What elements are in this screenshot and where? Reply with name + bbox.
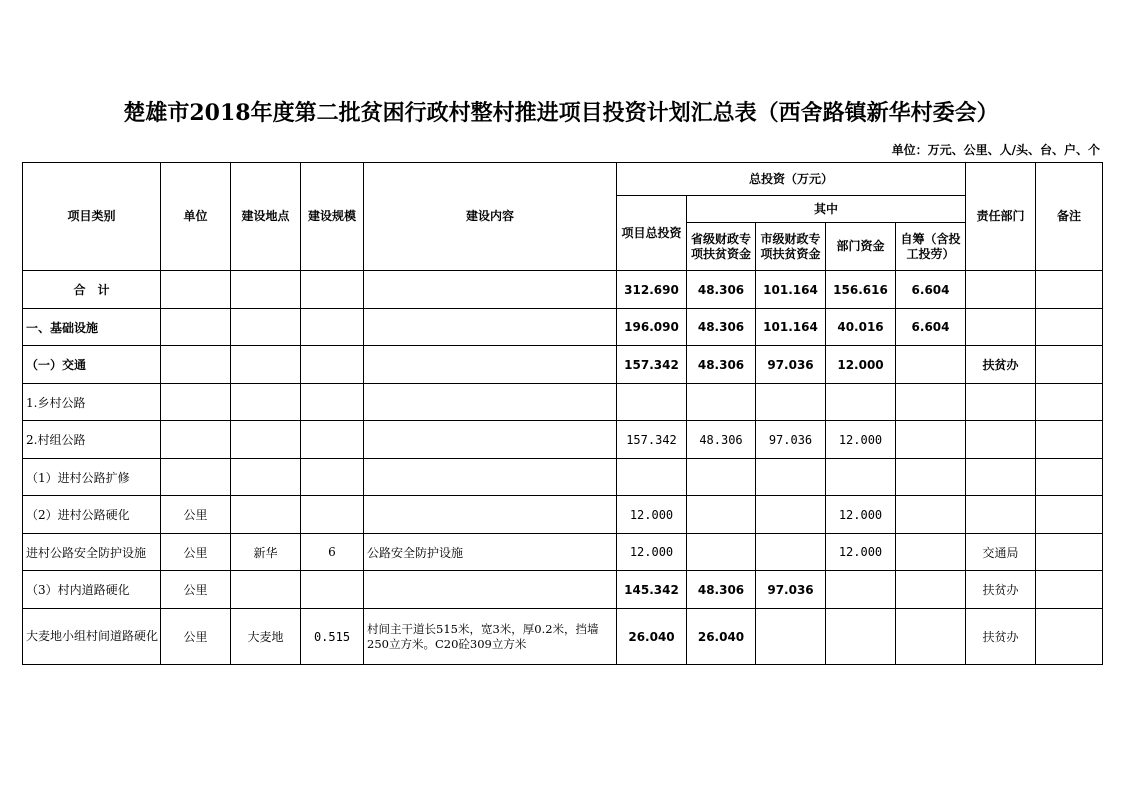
table-row	[23, 534, 1103, 571]
table-row	[23, 309, 1103, 346]
cell-self-raised	[896, 571, 966, 609]
investment-table	[22, 162, 1103, 665]
header-project-total: 项目总投资	[617, 196, 687, 271]
cell-location	[231, 496, 301, 534]
cell-total: 312.690	[617, 271, 687, 309]
cell-content: 公路安全防护设施	[364, 534, 617, 571]
cell-total: 12.000	[617, 496, 687, 534]
cell-total	[617, 459, 687, 496]
cell-scale	[301, 346, 364, 384]
cell-responsible	[966, 309, 1036, 346]
cell-total	[617, 384, 687, 421]
cell-unit	[161, 459, 231, 496]
cell-provincial: 48.306	[687, 421, 756, 459]
cell-content	[364, 309, 617, 346]
cell-remark	[1036, 271, 1103, 309]
cell-total: 157.342	[617, 346, 687, 384]
cell-municipal: 101.164	[756, 309, 826, 346]
cell-location	[231, 346, 301, 384]
cell-department	[826, 384, 896, 421]
cell-responsible: 扶贫办	[966, 609, 1036, 665]
cell-municipal	[756, 496, 826, 534]
cell-content	[364, 459, 617, 496]
cell-content	[364, 271, 617, 309]
header-provincial: 省级财政专项扶贫资金	[687, 223, 756, 271]
cell-unit	[161, 309, 231, 346]
cell-category: （1）进村公路扩修	[23, 459, 161, 496]
cell-scale	[301, 384, 364, 421]
cell-responsible	[966, 459, 1036, 496]
cell-municipal	[756, 534, 826, 571]
cell-municipal: 101.164	[756, 271, 826, 309]
cell-department: 12.000	[826, 346, 896, 384]
cell-location	[231, 309, 301, 346]
cell-location	[231, 271, 301, 309]
cell-municipal: 97.036	[756, 421, 826, 459]
cell-municipal	[756, 384, 826, 421]
cell-department	[826, 571, 896, 609]
cell-total: 26.040	[617, 609, 687, 665]
header-category: 项目类别	[23, 163, 161, 271]
cell-responsible: 扶贫办	[966, 346, 1036, 384]
header-total-investment: 总投资（万元）	[617, 163, 966, 196]
cell-total: 157.342	[617, 421, 687, 459]
cell-unit: 公里	[161, 534, 231, 571]
page-title: 楚雄市2018年度第二批贫困行政村整村推进项目投资计划汇总表（西舍路镇新华村委会）	[123, 100, 999, 126]
cell-category: （一）交通	[23, 346, 161, 384]
cell-self-raised	[896, 346, 966, 384]
cell-unit	[161, 346, 231, 384]
header-row-1	[23, 163, 1103, 196]
cell-provincial: 48.306	[687, 346, 756, 384]
cell-remark	[1036, 309, 1103, 346]
cell-responsible: 扶贫办	[966, 571, 1036, 609]
cell-provincial	[687, 384, 756, 421]
cell-responsible	[966, 271, 1036, 309]
cell-unit: 公里	[161, 609, 231, 665]
cell-scale	[301, 571, 364, 609]
cell-unit	[161, 421, 231, 459]
cell-unit	[161, 271, 231, 309]
cell-remark	[1036, 384, 1103, 421]
cell-provincial: 48.306	[687, 271, 756, 309]
cell-self-raised	[896, 384, 966, 421]
cell-category: 2.村组公路	[23, 421, 161, 459]
header-self-raised: 自筹（含投工投劳）	[896, 223, 966, 271]
header-of-which: 其中	[687, 196, 966, 223]
cell-self-raised	[896, 421, 966, 459]
cell-department: 12.000	[826, 496, 896, 534]
cell-content	[364, 496, 617, 534]
cell-category: 一、基础设施	[23, 309, 161, 346]
cell-remark	[1036, 534, 1103, 571]
cell-responsible	[966, 421, 1036, 459]
cell-location	[231, 421, 301, 459]
cell-scale	[301, 496, 364, 534]
cell-category: （3）村内道路硬化	[23, 571, 161, 609]
cell-remark	[1036, 346, 1103, 384]
header-location: 建设地点	[231, 163, 301, 271]
cell-category: 合 计	[23, 271, 161, 309]
cell-department	[826, 459, 896, 496]
cell-self-raised: 6.604	[896, 271, 966, 309]
cell-remark	[1036, 459, 1103, 496]
cell-location	[231, 384, 301, 421]
cell-department: 40.016	[826, 309, 896, 346]
cell-total: 196.090	[617, 309, 687, 346]
table-row	[23, 384, 1103, 421]
header-remarks: 备注	[1036, 163, 1103, 271]
cell-unit: 公里	[161, 496, 231, 534]
cell-scale	[301, 421, 364, 459]
header-department: 部门资金	[826, 223, 896, 271]
cell-municipal: 97.036	[756, 346, 826, 384]
cell-self-raised	[896, 534, 966, 571]
cell-total: 145.342	[617, 571, 687, 609]
cell-category: （2）进村公路硬化	[23, 496, 161, 534]
cell-category: 大麦地小组村间道路硬化	[23, 609, 161, 665]
cell-department: 156.616	[826, 271, 896, 309]
cell-department: 12.000	[826, 421, 896, 459]
cell-content: 村间主干道长515米，宽3米，厚0.2米，挡墙250立方米。C20砼309立方米	[364, 609, 617, 665]
cell-remark	[1036, 571, 1103, 609]
table-row	[23, 271, 1103, 309]
cell-provincial	[687, 459, 756, 496]
cell-municipal	[756, 609, 826, 665]
cell-remark	[1036, 496, 1103, 534]
cell-scale	[301, 271, 364, 309]
cell-municipal	[756, 459, 826, 496]
cell-category: 进村公路安全防护设施	[23, 534, 161, 571]
cell-responsible: 交通局	[966, 534, 1036, 571]
header-responsible: 责任部门	[966, 163, 1036, 271]
unit-note: 单位：万元、公里、人/头、台、户、个	[891, 143, 1100, 157]
cell-provincial	[687, 534, 756, 571]
cell-scale: 0.515	[301, 609, 364, 665]
cell-self-raised	[896, 496, 966, 534]
cell-scale	[301, 309, 364, 346]
cell-unit	[161, 384, 231, 421]
cell-location: 新华	[231, 534, 301, 571]
cell-department: 12.000	[826, 534, 896, 571]
cell-self-raised	[896, 459, 966, 496]
cell-provincial	[687, 496, 756, 534]
cell-content	[364, 571, 617, 609]
cell-location	[231, 459, 301, 496]
table-row	[23, 346, 1103, 384]
table-row	[23, 421, 1103, 459]
cell-category: 1.乡村公路	[23, 384, 161, 421]
cell-total: 12.000	[617, 534, 687, 571]
table-row	[23, 609, 1103, 665]
cell-department	[826, 609, 896, 665]
table-row	[23, 496, 1103, 534]
cell-content	[364, 384, 617, 421]
cell-content	[364, 346, 617, 384]
cell-location: 大麦地	[231, 609, 301, 665]
cell-location	[231, 571, 301, 609]
cell-content	[364, 421, 617, 459]
cell-self-raised: 6.604	[896, 309, 966, 346]
cell-provincial: 48.306	[687, 309, 756, 346]
cell-self-raised	[896, 609, 966, 665]
cell-remark	[1036, 421, 1103, 459]
table-row	[23, 459, 1103, 496]
cell-provincial: 48.306	[687, 571, 756, 609]
header-municipal: 市级财政专项扶贫资金	[756, 223, 826, 271]
header-unit: 单位	[161, 163, 231, 271]
cell-provincial: 26.040	[687, 609, 756, 665]
table-row	[23, 571, 1103, 609]
header-content: 建设内容	[364, 163, 617, 271]
cell-scale	[301, 459, 364, 496]
cell-remark	[1036, 609, 1103, 665]
cell-responsible	[966, 384, 1036, 421]
cell-scale: 6	[301, 534, 364, 571]
cell-unit: 公里	[161, 571, 231, 609]
cell-responsible	[966, 496, 1036, 534]
cell-municipal: 97.036	[756, 571, 826, 609]
header-scale: 建设规模	[301, 163, 364, 271]
